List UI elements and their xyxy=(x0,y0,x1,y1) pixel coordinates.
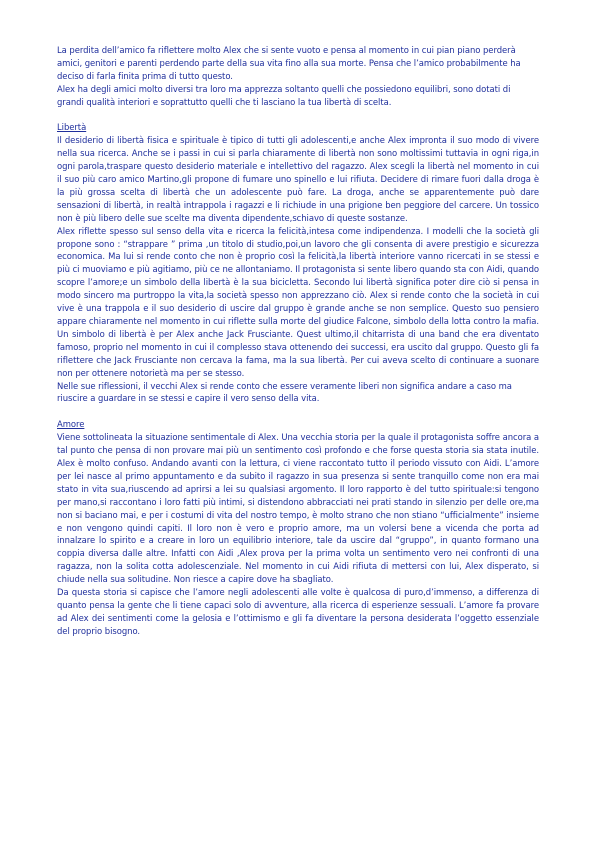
liberta-paragraph-2: Alex riflette spesso sul senso della vita e ricerca la felicità,intesa come indipendenza. I modelli che la società gli propone sono : “strappare ” prima ,un titolo di studio,poi,un lavoro che gli consenta di avere prestigio e sicurezza economica. Ma lui si rende conto che non è proprio così la felicità,la libertà interiore vanno ricercati in se stessi e più ci muoviamo e più agitiamo, più ce ne allontaniamo. Il protagonista si sente libero quando sta con Aidi, quando scopre l’amore;e un simbolo della libertà è la sua bicicletta. Secondo lui libertà significa poter dire ciò si pensa in modo sincero ma purtroppo la vita,la società spesso non apprezzano ciò. Alex si rende conto che la società in cui vive è una trappola e il suo desiderio di uscire dal gruppo è grande anche se non semplice. Questo suo pensiero appare chiaramente nel momento in cui riflette sulla morte del giudice Falcone, simbolo della lotta contro la mafia. Un simbolo di libertà è per Alex anche Jack Frusciante. Quest ultimo,il chitarrista di una band che era diventato famoso, proprio nel momento in cui il complesso stava ottenendo dei successi, era uscito dal gruppo. Questo gli fa riflettere che Jack Frusciante non cercava la fama, ma la sua libertà. Per cui aveva scelto di continuare a suonare non per ottenere notorietà ma per se stesso. xyxy=(57,225,539,378)
liberta-paragraph-3: Nelle sue riflessioni, il vecchi Alex si rende conto che essere veramente liberi non significa andare a caso ma riuscire a guardare in se stessi e capire il vero senso della vita. xyxy=(57,380,512,404)
intro-paragraph-2: Alex ha degli amici molto diversi tra loro ma apprezza soltanto quelli che possiedono equilibri, sono dotati di grandi qualità interiori e soprattutto quelli che ti lasciano la tua libertà di scelta. xyxy=(57,83,511,107)
liberta-paragraph-1: Il desiderio di libertà fisica e spirituale è tipico di tutti gli adolescenti,e anche Alex impronta il suo modo di vivere nella sua ricerca. Anche se i passi in cui si parla chiaramente di libertà non sono moltissimi tuttavia in ogni riga,in ogni parola,traspare questo desiderio materiale e intellettivo del ragazzo. Alex scegli la libertà nel momento in cui il suo più caro amico Martino,gli propone di fumare uno spinello e lui rifiuta. Decidere di rimare fuori dalla droga è la più grossa scelta di libertà che un adolescente può fare. La droga, anche se apparentemente può dare sensazioni di libertà, in realtà intrappola i ragazzi e li richiude in una prigione ben peggiore del carcere. Un tossico non è più libero delle sue scelte ma diventa dipendente,schiavo di queste sostanze. xyxy=(57,135,539,223)
spacer xyxy=(57,109,539,122)
section-heading-amore: Amore xyxy=(57,419,85,430)
section-heading-liberta: Libertà xyxy=(57,122,87,133)
spacer xyxy=(57,405,539,418)
document-page xyxy=(57,44,539,638)
amore-paragraph-1: Viene sottolineata la situazione sentimentale di Alex. Una vecchia storia per la quale il protagonista soffre ancora a tal punto che pensa di non provare mai più un sentimento così profondo e che forse questa storia sia stata inutile. Alex è molto confuso. Andando avanti con la lettura, ci viene raccontato tutto il periodo vissuto con Aidi. L’amore per lei nasce al primo appuntamento e da subito il ragazzo in sua presenza si sente tranquillo come non era mai stato in vita sua,riuscendo ad aprirsi a lei su qualsiasi argomento. Il loro rapporto è del tutto spirituale:si tengono per mano,si raccontano i loro fatti più intimi, si distendono abbracciati nei prati stando in silenzio per delle ore,ma non si baciano mai, e per i costumi di vita del nostro tempo, è molto strano che non stiano “ufficialmente” insieme e non vengono quindi capiti. Il loro non è vero e proprio amore, ma un volersi bene a vicenda che porta ad innalzare lo spirito e a creare in loro un equilibrio interiore, tale da uscire dal “gruppo”, in quanto formano una coppia diversa dalle altre. Infatti con Aidi ,Alex prova per la prima volta un sentimento vero nei confronti di una ragazza, non la solita cotta adolescenziale. Nel momento in cui Aidi rifiuta di mettersi con lui, Alex disperato, si chiude nella sua solitudine. Non riesce a capire dove ha sbagliato. xyxy=(57,432,539,585)
amore-paragraph-2: Da questa storia si capisce che l’amore negli adolescenti alle volte è qualcosa di puro,d’immenso, a differenza di quanto pensa la gente che li tiene capaci solo di avventure, alla ricerca di esperienze sessuali. L’amore fa provare ad Alex dei sentimenti come la gelosia e l’ottimismo e gli fa diventare la persona desiderata l’oggetto essenziale del proprio bisogno. xyxy=(57,587,539,636)
intro-paragraph-1: La perdita dell’amico fa riflettere molto Alex che si sente vuoto e pensa al momento in cui pian piano perderà amici, genitori e parenti perdendo parte della sua vita fino alla sua morte. Pensa che l’amico probabilmente ha deciso di farla finita prima di tutto questo. xyxy=(57,45,521,81)
